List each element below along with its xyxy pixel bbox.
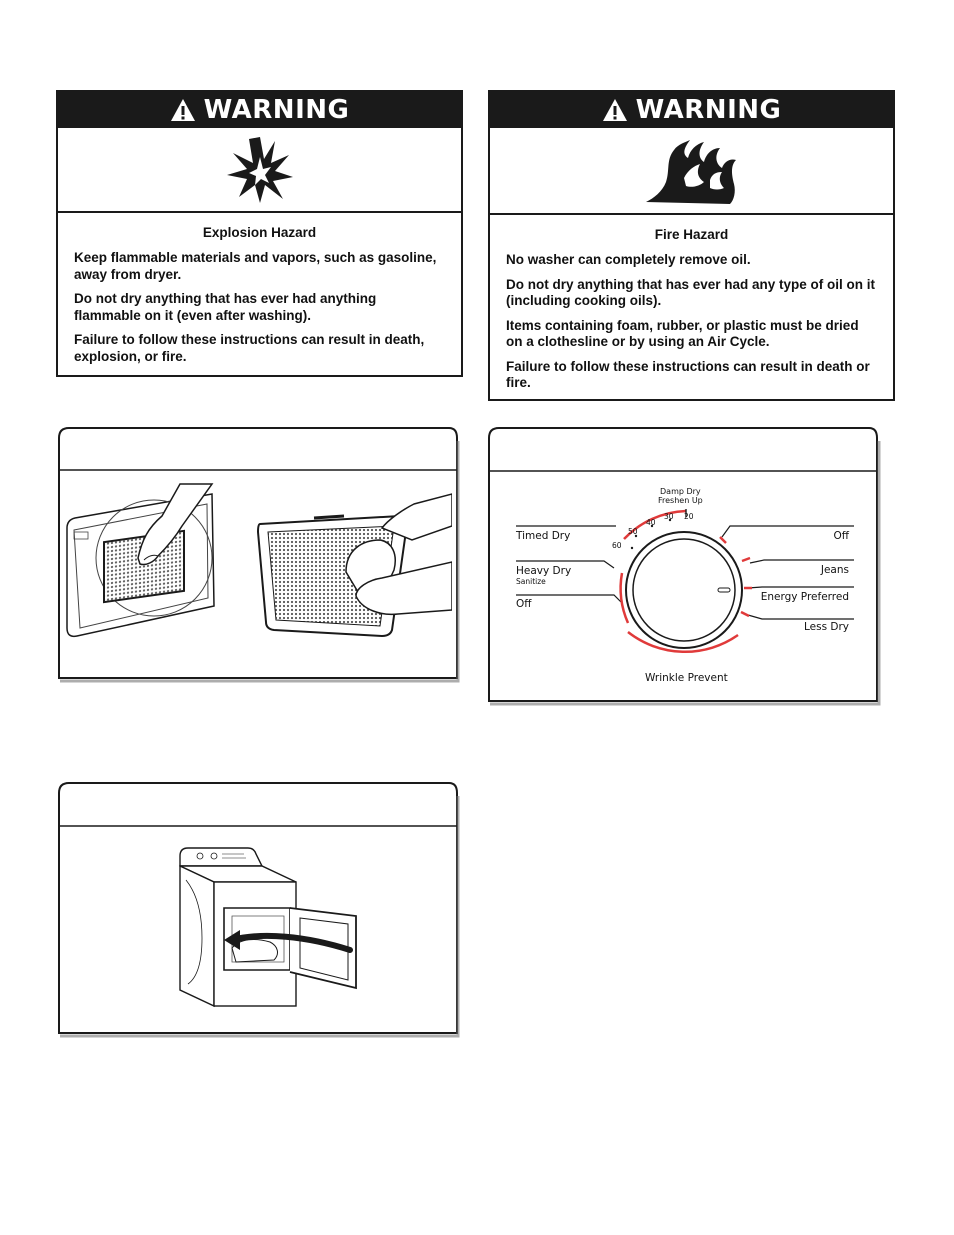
warning-body bbox=[490, 215, 893, 410]
dryer-illustration bbox=[166, 842, 366, 1012]
warning-line: No washer can completely remove oil. bbox=[506, 252, 751, 267]
dial-tick-30: 30 bbox=[664, 512, 674, 521]
hazard-title: Explosion Hazard bbox=[202, 225, 317, 240]
dial-tick-20: 20 bbox=[684, 512, 694, 521]
fire-pictogram bbox=[490, 128, 893, 215]
dial-label-energy-preferred: Energy Preferred bbox=[760, 591, 849, 603]
fire-warning-box bbox=[488, 90, 895, 401]
warning-title: WARNING bbox=[203, 95, 350, 125]
explosion-icon bbox=[225, 135, 295, 205]
dial-label-less-dry: Less Dry bbox=[803, 621, 849, 633]
warning-line: Keep flammable materials and vapors, such as gasoline, away from dryer. bbox=[74, 250, 437, 282]
alert-triangle-icon bbox=[602, 98, 628, 122]
alert-triangle-icon bbox=[170, 98, 196, 122]
dial-top-label-freshen-up: Freshen Up bbox=[658, 496, 703, 505]
cycle-dial-panel bbox=[486, 425, 881, 708]
hazard-title: Fire Hazard bbox=[654, 227, 729, 242]
dial-label-jeans: Jeans bbox=[820, 564, 849, 576]
explosion-warning-box bbox=[56, 90, 463, 377]
warning-line: Failure to follow these instructions can result in death or fire. bbox=[506, 358, 870, 390]
warning-line: Failure to follow these instructions can result in death, explosion, or fire. bbox=[74, 332, 425, 364]
dial-tick-60: 60 bbox=[612, 541, 622, 550]
dial-top-label-damp-dry: Damp Dry bbox=[660, 487, 701, 496]
dial-label-timed-dry: Timed Dry bbox=[516, 530, 571, 542]
warning-body bbox=[58, 213, 461, 383]
dial-label-wrinkle-prevent: Wrinkle Prevent bbox=[645, 672, 728, 684]
lint-screen-panel bbox=[56, 425, 461, 685]
dial-label-heavy-dry: Heavy Dry bbox=[516, 565, 572, 577]
lint-screen-illustration bbox=[62, 480, 452, 650]
dryer-load-panel bbox=[56, 780, 461, 1040]
explosion-pictogram bbox=[58, 128, 461, 213]
warning-line: Items containing foam, rubber, or plastic must be dried on a clothesline or by using an Air Cycle. bbox=[506, 317, 859, 349]
dial-tick-40: 40 bbox=[646, 518, 656, 527]
warning-line: Do not dry anything that has ever had anything flammable on it (even after washing). bbox=[74, 291, 377, 323]
dial-label-sanitize: Sanitize bbox=[516, 577, 546, 586]
warning-line: Do not dry anything that has ever had any type of oil on it (including cooking oils). bbox=[506, 276, 876, 308]
warning-header bbox=[490, 92, 893, 128]
dial-tick-50: 50 bbox=[628, 527, 638, 536]
dial-label-off-right: Off bbox=[833, 530, 849, 542]
warning-header bbox=[58, 92, 461, 128]
warning-title: WARNING bbox=[635, 95, 782, 125]
dial-label-off-left: Off bbox=[516, 598, 532, 610]
fire-icon bbox=[644, 136, 740, 206]
